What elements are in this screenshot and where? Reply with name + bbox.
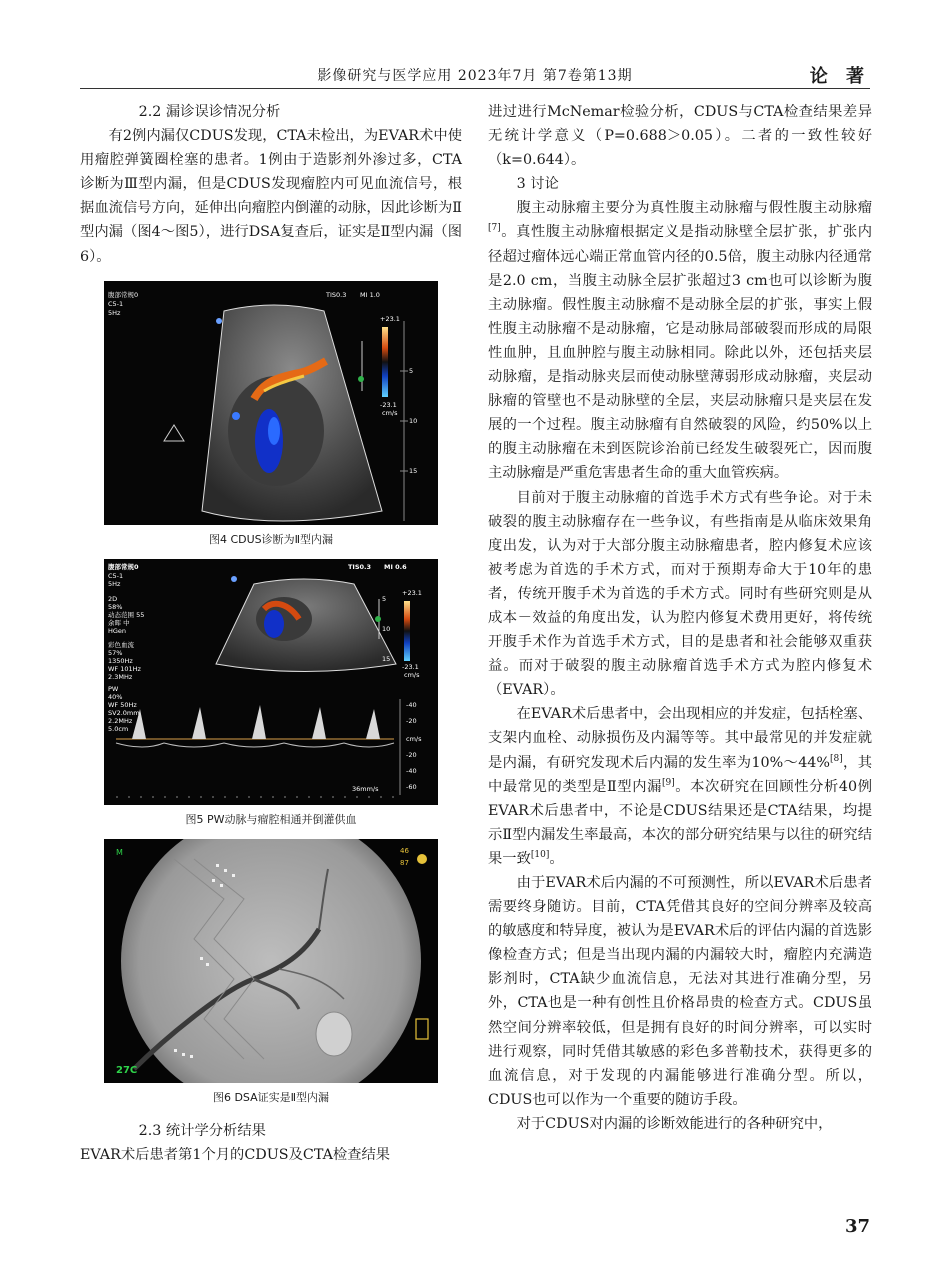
us-preset-label: 腹部常规0 [108, 290, 139, 299]
figure-5 [104, 559, 438, 827]
text-run: ，其中最常见的类型是Ⅱ型内漏 [488, 754, 872, 795]
us-depth-5: 5 [409, 366, 414, 375]
dsa-image-fig6 [104, 839, 438, 1083]
left-column [80, 100, 462, 1167]
pw-sweep-speed: 36mm/s [352, 784, 379, 793]
header-rule [80, 88, 870, 89]
page-number: 37 [844, 1216, 870, 1237]
pw-vel-1: -40 [406, 700, 417, 709]
pw-vel-4: -40 [406, 766, 417, 775]
paragraph: 进过进行McNemar检验分析，CDUS与CTA检查结果差异无统计学意义（P=0.688＞0.05）。二者的一致性较好（k=0.644）。 [488, 104, 872, 169]
figure-6 [104, 839, 438, 1105]
us-depth-10: 10 [409, 416, 418, 425]
pw-vel-unit: cm/s [406, 734, 422, 743]
dsa-label-bl: 27C [116, 1064, 138, 1076]
pw-preset-label: 腹部常规0 [108, 562, 139, 571]
text-run: 在EVAR术后患者中，会出现相应的并发症，包括栓塞、支架内血栓、动脉损伤及内漏等等。其中最常见的并发症就是内漏，有研究发现术后内漏的发生率为10%～44% [488, 706, 873, 771]
right-column [488, 100, 872, 1136]
pw-depth-5: 5 [382, 594, 387, 603]
pw-pw-settings: PW 40% WF 50Hz SV2.0mm 2.2MHz 5.0cm [108, 684, 140, 733]
section-heading-2-2: 2.2 漏诊误诊情况分析 [138, 104, 281, 120]
figure-4 [104, 281, 438, 547]
section-heading-3: 3 讨论 [516, 176, 559, 193]
text-run: 。真性腹主动脉瘤根据定义是指动脉壁全层扩张，扩张内径超过瘤体远心端正常血管内径的0.5倍，腹主动脉内径通常是2.0 cm，当腹主动脉全层扩张超过3 cm也可以诊断为腹主动脉瘤。假性腹主动脉瘤不是动脉全层的扩张，事实上假性腹主动脉瘤不是动脉瘤，它是动脉局部破裂而形成的局限性血肿，且血肿腔与腹主动脉相同。除此以外，还包括夹层动脉瘤，是指动脉夹层而使动脉壁薄弱形成动脉瘤，夹层动脉瘤的管壁也不是动脉壁的全层，夹层动脉瘤只是夹层在发展的一个过程。腹主动脉瘤有自然破裂的风险，约50%以上的腹主动脉瘤在未到医院诊治前已经发生破裂死亡，因而腹主动脉瘤是严重危害患者生命的重大血管疾病。 [488, 224, 872, 482]
pw-vel-5: -60 [406, 782, 417, 791]
us-scale-bottom: -23.1 [380, 400, 397, 409]
citation: [8] [829, 753, 843, 764]
text-run: 。 [549, 850, 564, 867]
pw-2d-settings: 2D 58% 动态范围 55 余晖 中 HGen [108, 594, 145, 635]
figure-4-caption: 图4 CDUS诊断为Ⅱ型内漏 [208, 532, 334, 546]
citation: [10] [530, 850, 550, 861]
journal-title: 影像研究与医学应用 2023年7月 第7卷第13期 [317, 68, 633, 84]
paragraph: 由于EVAR术后内漏的不可预测性，所以EVAR术后患者需要终身随访。目前，CTA凭借其良好的空间分辨率及较高的敏感度和特异度，被认为是EVAR术后的评估内漏的首选影像检查方式；但是当出现内漏的内漏较大时，瘤腔内充满造影剂时，CTA缺少血流信息，无法对其进行准确分型，另外，CTA也是一种有创性且价格昂贵的检查方式。CDUS虽然空间分辨率较低，但是拥有良好的时间分辨率，可以实时进行观察，同时凭借其敏感的彩色多普勒技术，获得更多的血流信息，对于发现的内漏能够进行准确分型。所以，CDUS也可以作为一个重要的随访手段。 [488, 875, 873, 1108]
dsa-label-tr1: 46 [400, 846, 409, 855]
paragraph: 有2例内漏仅CDUS发现，CTA未检出，为EVAR术中使用瘤腔弹簧圈栓塞的患者。1例由于造影剂外渗过多，CTA诊断为Ⅲ型内漏，但是CDUS发现瘤腔内可见血流信号，根据血流信号方向，延伸出向瘤腔内倒灌的动脉，因此诊断为Ⅱ型内漏（图4～图5），进行DSA复查后，证实是Ⅱ型内漏（图6）。 [80, 128, 462, 265]
section-heading-2-3: 2.3 统计学分析结果 [138, 1122, 266, 1139]
us-scale-unit: cm/s [382, 408, 398, 417]
text-run: 腹主动脉瘤主要分为真性腹主动脉瘤与假性腹主动脉瘤 [516, 200, 872, 217]
paragraph [488, 702, 872, 871]
page-header [0, 0, 950, 90]
dsa-label-tr2: 87 [400, 858, 409, 867]
pw-vel-2: -20 [406, 716, 417, 725]
text-run: 。本次研究在回顾性分析40例EVAR术后患者中，不论是CDUS结果还是CTA结果，均提示Ⅱ型内漏发生率最高，本次的部分研究结果与以往的研究结果一致 [488, 778, 873, 867]
pw-doppler-image-fig5 [104, 559, 438, 805]
pw-vel-3: -20 [406, 750, 417, 759]
section-tag: 论 著 [809, 66, 870, 87]
paragraph [488, 196, 872, 485]
citation: [7] [488, 223, 501, 234]
pw-mi-label: MI 0.6 [384, 562, 407, 571]
pw-depth-15: 15 [382, 654, 391, 663]
ultrasound-image-fig4 [104, 281, 438, 525]
figure-6-caption: 图6 DSA证实是Ⅱ型内漏 [212, 1090, 330, 1104]
us-tis-label: TIS0.3 [326, 290, 347, 299]
pw-scale-bottom: -23.1 [402, 662, 419, 671]
us-mi-label: MI 1.0 [360, 290, 380, 299]
paragraph: EVAR术后患者第1个月的CDUS及CTA检查结果 [80, 1146, 391, 1163]
us-freq-label: 5Hz [108, 308, 121, 317]
pw-scale-top: +23.1 [402, 588, 422, 597]
paragraph: 对于CDUS对内漏的诊断效能进行的各种研究中， [516, 1115, 833, 1132]
pw-scale-unit: cm/s [404, 670, 420, 679]
pw-depth-10: 10 [382, 624, 391, 633]
pw-freq-label: 5Hz [108, 579, 121, 588]
pw-color-settings: 彩色血流 57% 1350Hz WF 101Hz 2.3MHz [108, 640, 141, 681]
pw-probe-label: C5-1 [108, 571, 124, 580]
pw-tis-label: TIS0.3 [348, 562, 372, 571]
figure-5-caption: 图5 PW动脉与瘤腔相通并倒灌供血 [185, 812, 357, 826]
citation: [9] [661, 777, 675, 788]
us-scale-top: +23.1 [380, 314, 400, 323]
dsa-label-tl: M [116, 847, 123, 857]
paragraph: 目前对于腹主动脉瘤的首选手术方式有些争论。对于未破裂的腹主动脉瘤存在一些争议，有些指南是从临床效果角度出发，认为对于大部分腹主动脉瘤患者，腔内修复术应该被考虑为首选的手术方式，而对于预期寿命大于10年的患者，传统开腹手术为首选的手术方式。同时有些研究则是从成本－效益的角度出发，认为腔内修复术费用更好，将传统开腹手术作为首选手术方式，目的是患者和社会能够双重获益。而对于破裂的腹主动脉瘤首选手术方式为腔内修复术（EVAR）。 [488, 489, 872, 699]
us-probe-label: C5-1 [108, 299, 124, 308]
us-depth-15: 15 [409, 466, 418, 475]
